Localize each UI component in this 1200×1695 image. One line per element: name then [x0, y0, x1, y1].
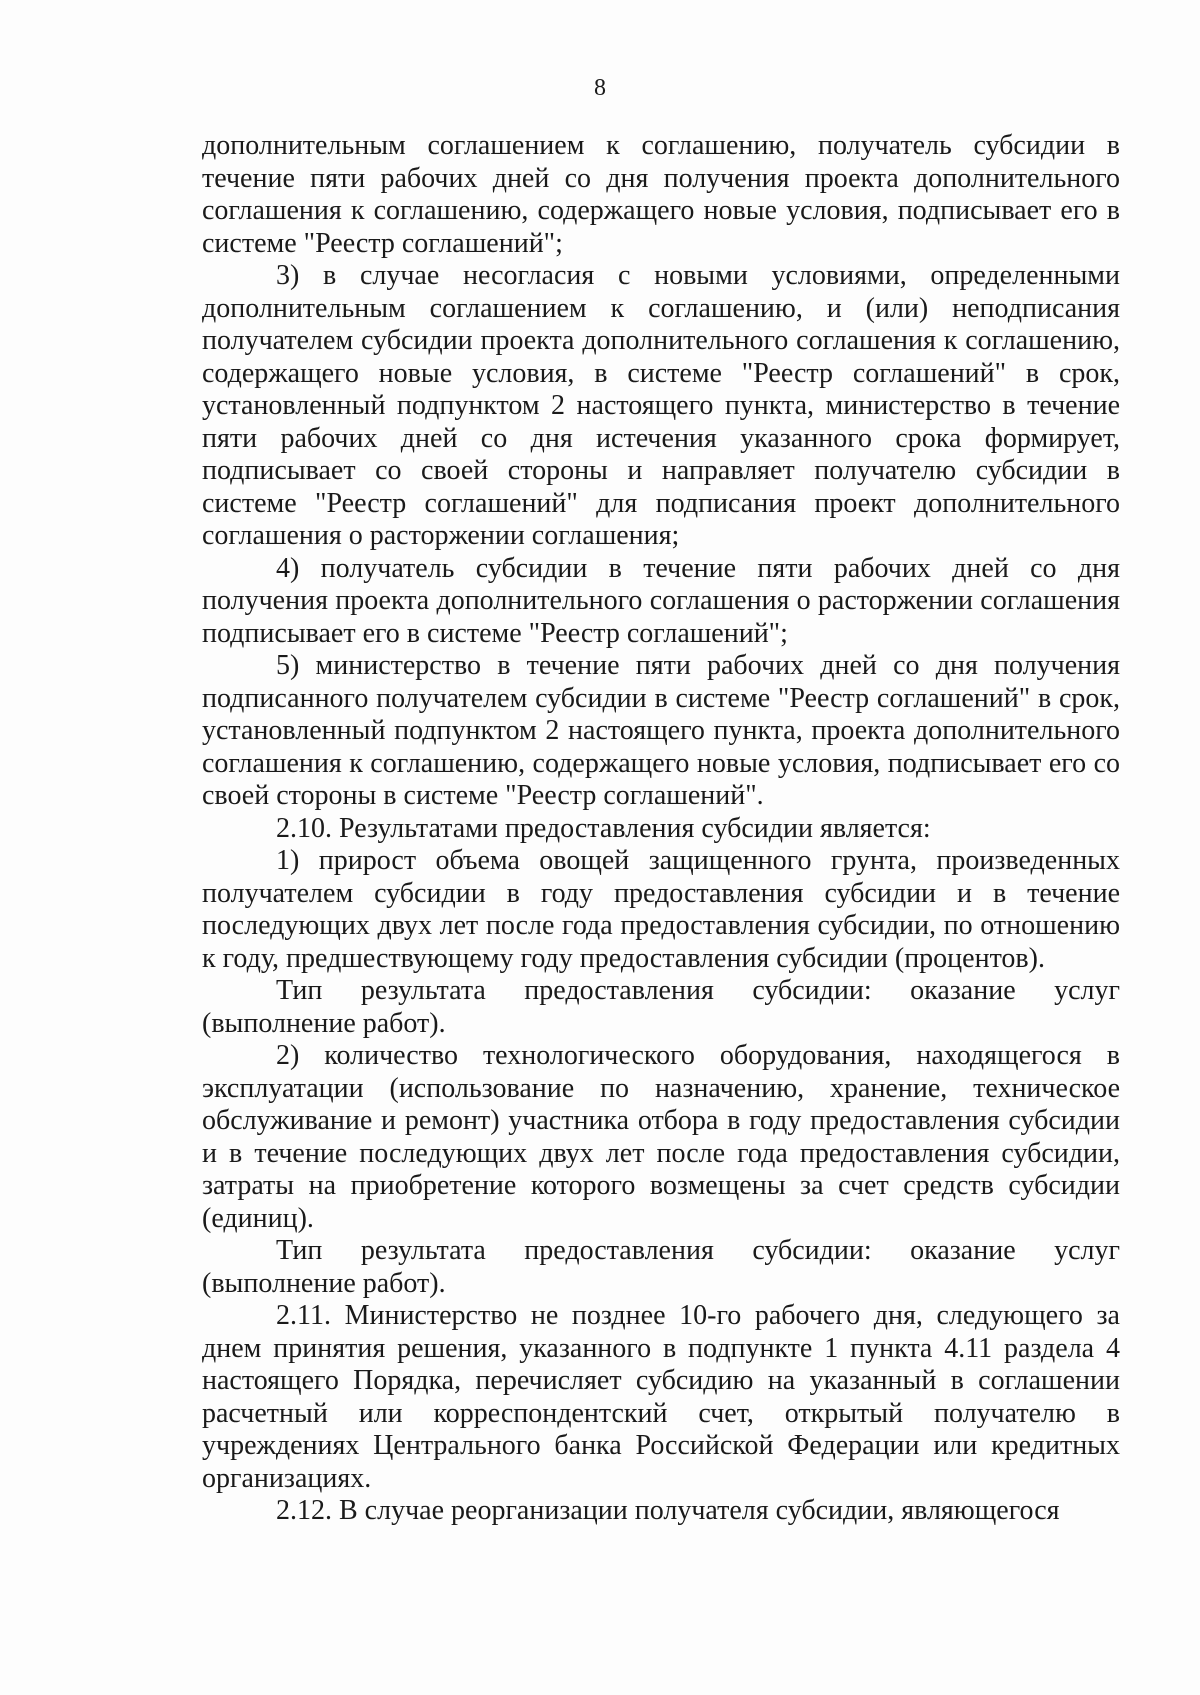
paragraph-item-4: 4) получатель субсидии в течение пяти рабочих дней со дня получения проекта дополнительного соглашения о расторжении соглашения подписывает его в системе "Реестр соглашений";: [202, 552, 1120, 649]
paragraph-2-11: 2.11. Министерство не позднее 10-го рабочего дня, следующего за днем принятия решения, указанного в подпункте 1 пункта 4.11 раздела 4 настоящего Порядка, перечисляет субсидию на указанный в соглашении расчетный или корреспондентский счет, открытый получателю в учреждениях Центрального банка Российской Федерации или кредитных организациях.: [202, 1300, 1120, 1494]
paragraph-item-5: 5) министерство в течение пяти рабочих дней со дня получения подписанного получателем субсидии в системе "Реестр соглашений" в срок, установленный подпунктом 2 настоящего пункта, проекта дополнительного соглашения к соглашению, содержащего новые условия, подписывает его со своей стороны в системе "Реестр соглашений".: [202, 650, 1120, 811]
paragraph-result-2: 2) количество технологического оборудования, находящегося в эксплуатации (использование по назначению, хранение, техническое обслуживание и ремонт) участника отбора в году предоставления субсидии и в течение последующих двух лет после года предоставления субсидии, затраты на приобретение которого возмещены за счет средств субсидии (единиц).: [202, 1040, 1120, 1234]
paragraph-item-3: 3) в случае несогласия с новыми условиями, определенными дополнительным соглашением к соглашению, и (или) неподписания получателем субсидии проекта дополнительного соглашения к соглашению, содержащего новые условия, в системе "Реестр соглашений" в срок, установленный подпунктом 2 настоящего пункта, министерство в течение пяти рабочих дней со дня истечения указанного срока формирует, подписывает со своей стороны и направляет получателю субсидии в системе "Реестр соглашений" для подписания проект дополнительного соглашения о расторжении соглашения;: [202, 260, 1120, 551]
paragraph-result-1: 1) прирост объема овощей защищенного грунта, произведенных получателем субсидии в году предоставления субсидии и в течение последующих двух лет после года предоставления субсидии, по отношению к году, предшествующему году предоставления субсидии (процентов).: [202, 845, 1120, 974]
paragraph-2-12: 2.12. В случае реорганизации получателя субсидии, являющегося: [276, 1495, 1060, 1526]
paragraph-result-type-2: Тип результата предоставления субсидии: оказание услуг (выполнение работ).: [202, 1235, 1120, 1299]
page-number: 8: [594, 75, 606, 101]
document-body: [202, 130, 1120, 1528]
paragraph-result-type-1: Тип результата предоставления субсидии: оказание услуг (выполнение работ).: [202, 975, 1120, 1039]
paragraph-continuation: дополнительным соглашением к соглашению, получатель субсидии в течение пяти рабочих дней со дня получения проекта дополнительного соглашения к соглашению, содержащего новые условия, подписывает его в системе "Реестр соглашений";: [202, 130, 1120, 259]
paragraph-2-10: 2.10. Результатами предоставления субсидии является:: [276, 812, 931, 844]
